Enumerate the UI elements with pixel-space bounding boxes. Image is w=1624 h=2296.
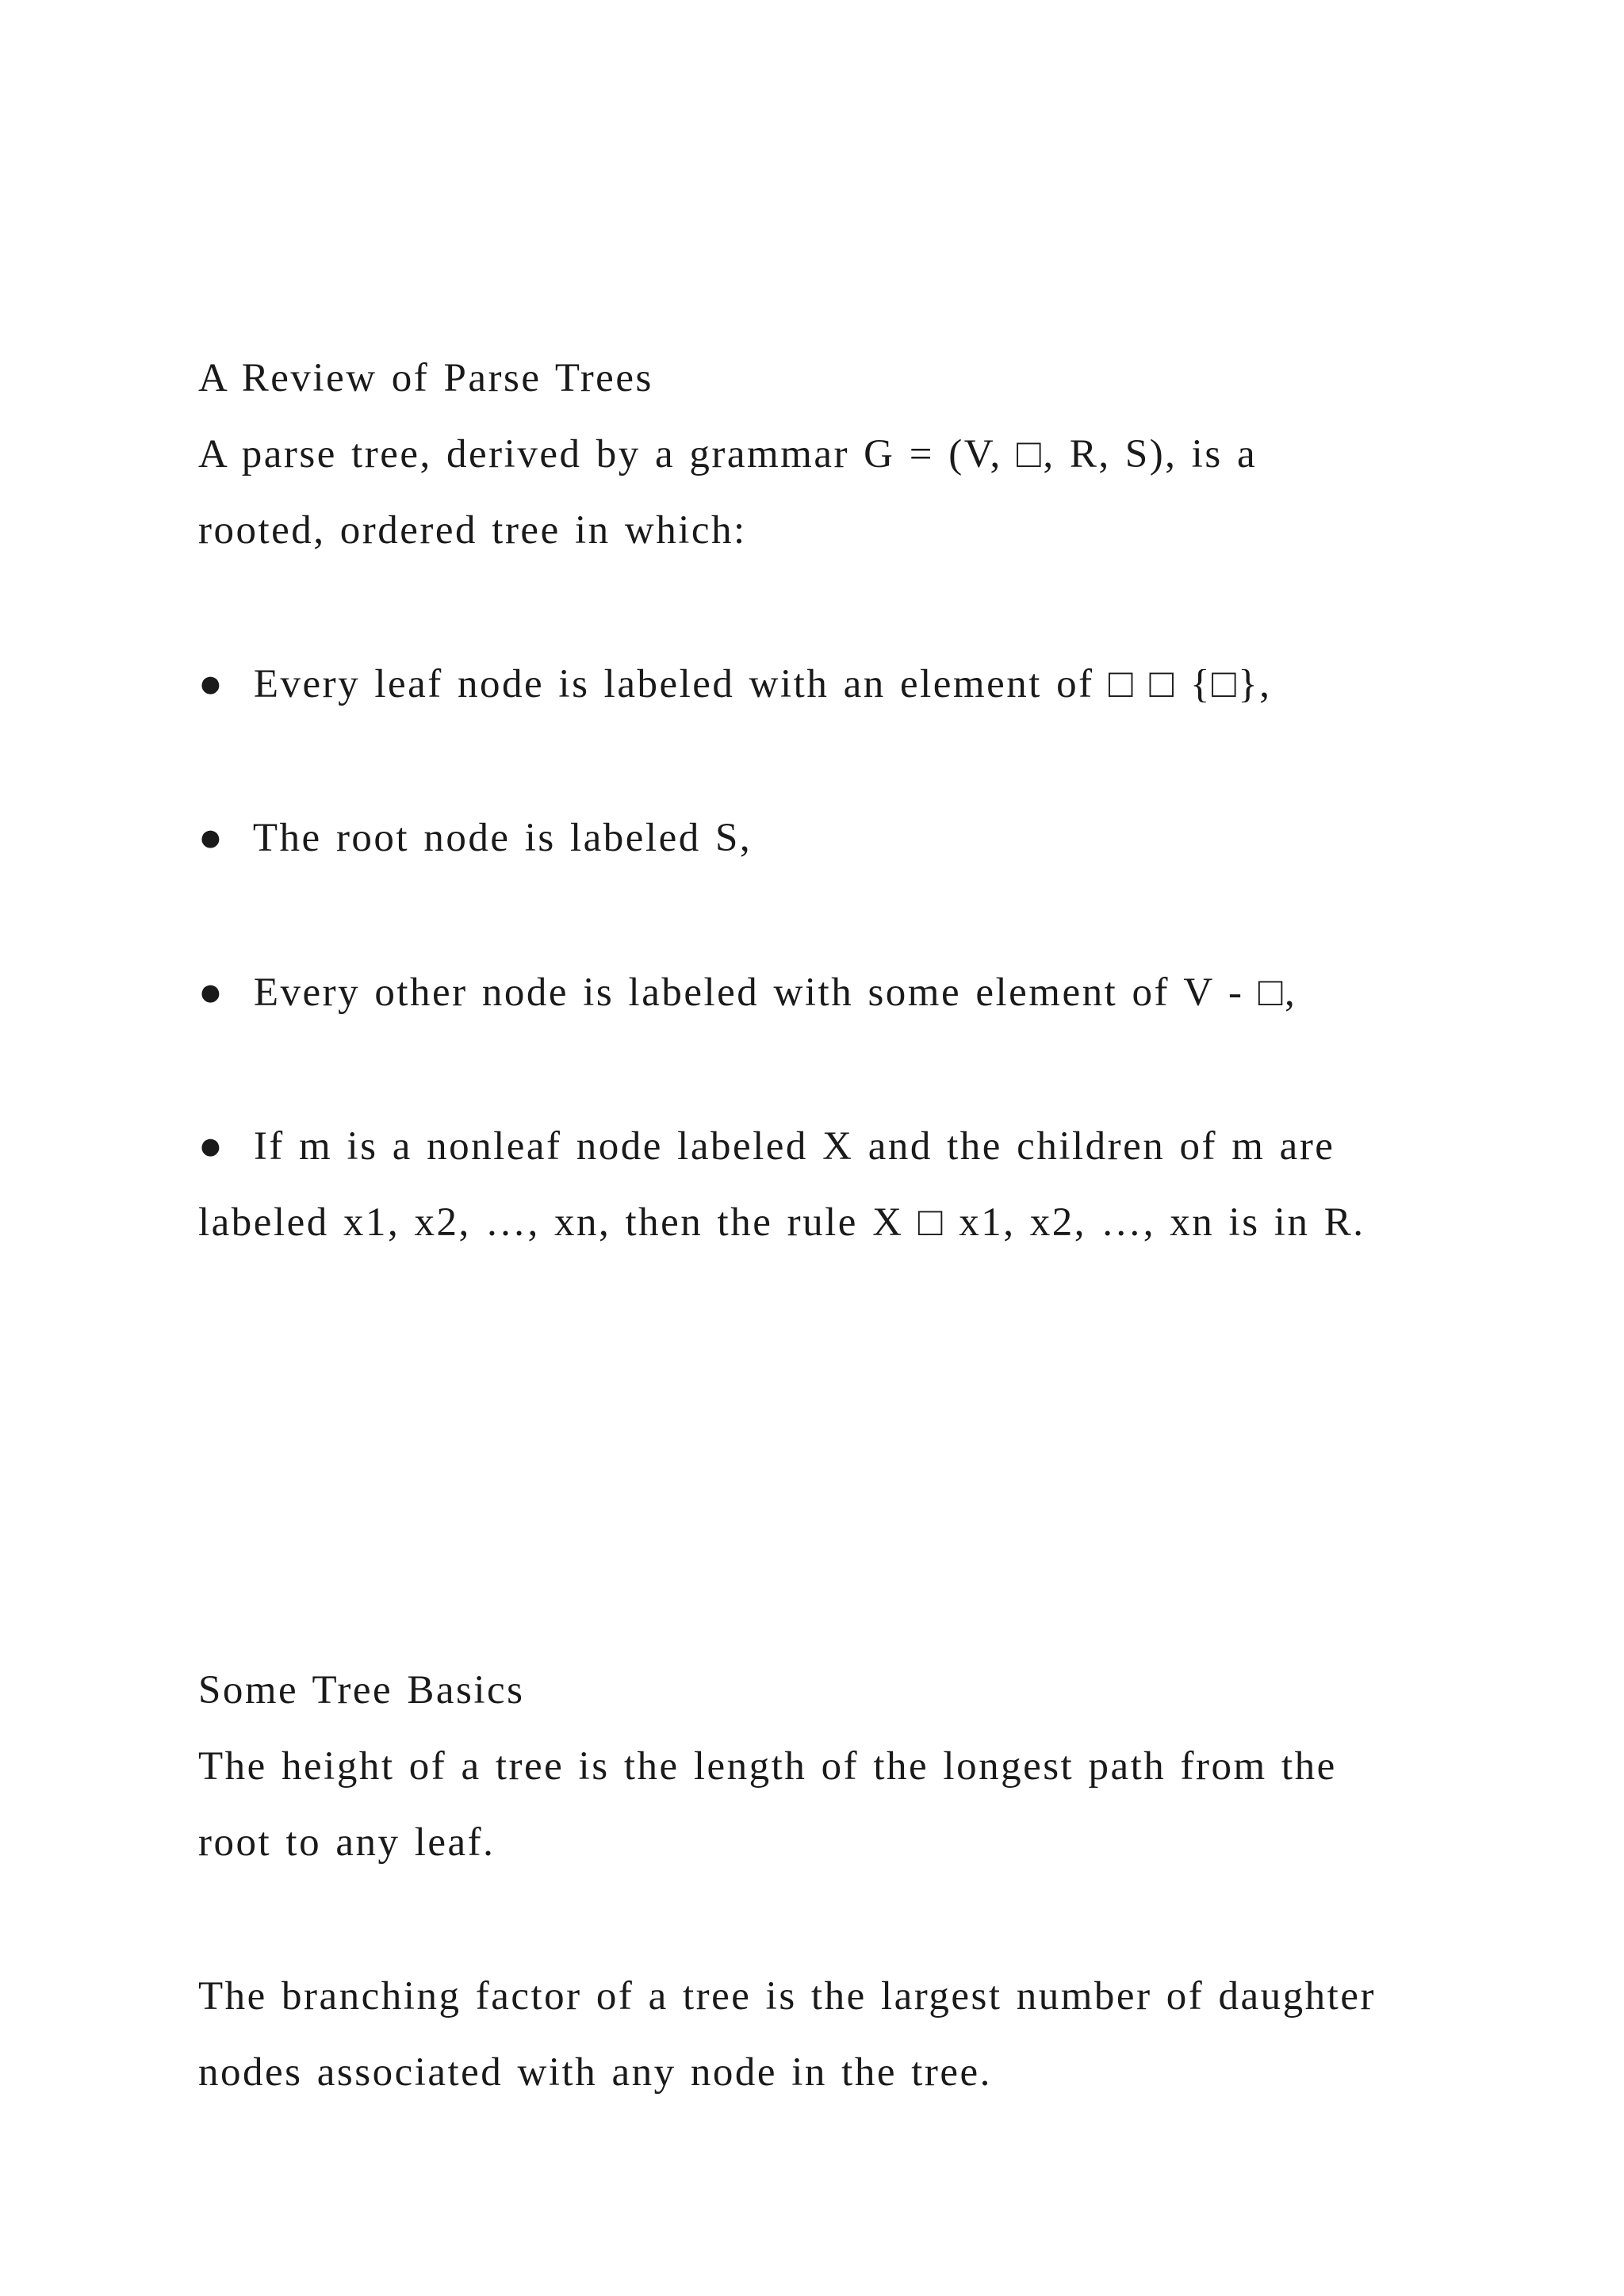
section-heading-tree-basics: Some Tree Basics (198, 1668, 525, 1712)
bullet-item-root-node (198, 818, 752, 859)
bullet-text: Every leaf node is labeled with an element of □ □ {□}, (253, 662, 1272, 706)
bullet-icon: ● (198, 816, 239, 860)
bullet-continuation-line: labeled x1, x2, …, xn, then the rule X □ x1, x2, …, xn is in R. (198, 1200, 1365, 1245)
height-definition-line-1: The height of a tree is the length of the longest path from the (198, 1744, 1337, 1789)
bullet-icon: ● (198, 1124, 239, 1169)
branching-definition-line-2: nodes associated with any node in the tree. (198, 2050, 992, 2095)
bullet-item-nonleaf-node (198, 1124, 1335, 1169)
bullet-item-leaf-node (198, 664, 1272, 705)
bullet-text: If m is a nonleaf node labeled X and the children of m are (253, 1124, 1335, 1169)
bullet-text: The root node is labeled S, (252, 816, 753, 860)
bullet-icon: ● (198, 662, 239, 706)
bullet-icon: ● (198, 970, 239, 1015)
bullet-text: Every other node is labeled with some element of V - □, (253, 970, 1297, 1015)
branching-definition-line-1: The branching factor of a tree is the largest number of daughter (198, 1974, 1376, 2019)
section-heading-parse-trees: A Review of Parse Trees (198, 356, 653, 400)
intro-text-line-1: A parse tree, derived by a grammar G = (V, □, R, S), is a (198, 432, 1258, 476)
intro-text-line-2: rooted, ordered tree in which: (198, 508, 747, 553)
bullet-item-other-node (198, 970, 1297, 1015)
height-definition-line-2: root to any leaf. (198, 1820, 496, 1865)
